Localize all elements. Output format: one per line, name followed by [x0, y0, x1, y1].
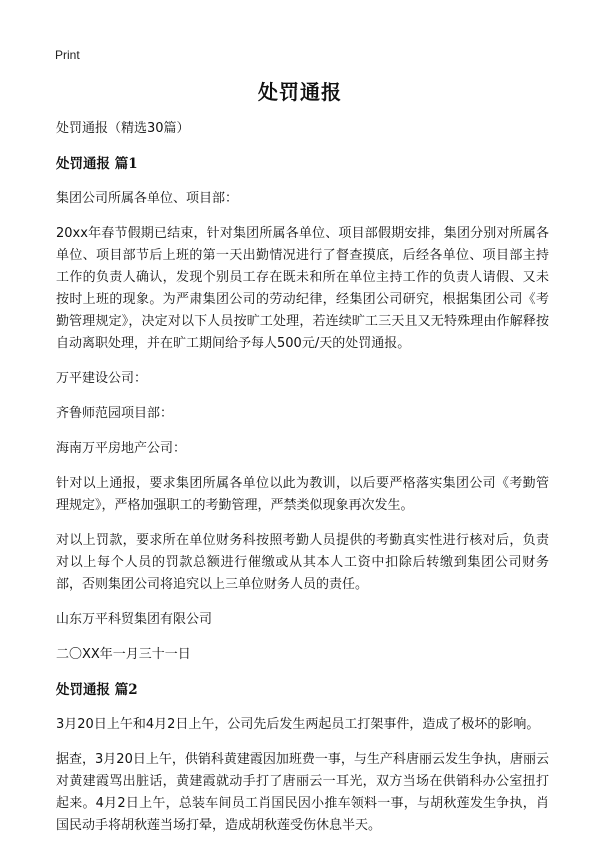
- section-heading-2: 处罚通报 篇2: [56, 682, 138, 698]
- paragraph: 齐鲁师范园项目部：: [56, 406, 174, 421]
- document-body: [56, 118, 549, 850]
- paragraph: 据查，3月20日上午，供销科黄建霞因加班费一事，与生产科唐丽云发生争执，唐丽云对黄建霞骂出脏话，黄建霞就动手打了唐丽云一耳光，双方当场在供销科办公室扭打起来。4月2日上午，总装车间员工肖国民因小推车领料一事，与胡秋莲发生争执，肖国民动手将胡秋莲当场打晕，造成胡秋莲受伤休息半天。: [56, 752, 549, 833]
- signature-date: 二〇XX年一月三十一日: [56, 647, 191, 662]
- paragraph: 万平建设公司：: [56, 371, 148, 386]
- paragraph: 集团公司所属各单位、项目部：: [56, 191, 239, 206]
- page-title: 处罚通报: [258, 80, 342, 104]
- paragraph: 3月20日上午和4月2日上午，公司先后发生两起员工打架事件，造成了极坏的影响。: [56, 717, 540, 732]
- paragraph: 海南万平房地产公司：: [56, 441, 187, 456]
- paragraph: 20xx年春节假期已结束，针对集团所属各单位、项目部假期安排，集团分别对所属各单位、项目部节后上班的第一天出勤情况进行了督查摸底，后经各单位、项目部主持工作的负责人确认，发现个别员工存在既未和所在单位主持工作的负责人请假、又未按时上班的现象。为严肃集团公司的劳动纪律，经集团公司研究，根据集团公司《考勤管理规定》，决定对以下人员按旷工处理，若连续旷工三天且又无特殊理由作解释按自动离职处理，并在旷工期间给予每人500元/天的处罚通报。: [56, 226, 549, 351]
- signature-company: 山东万平科贸集团有限公司: [56, 612, 213, 627]
- section-heading-1: 处罚通报 篇1: [56, 156, 138, 172]
- print-link[interactable]: Print: [55, 48, 80, 62]
- paragraph: 对以上罚款，要求所在单位财务科按照考勤人员提供的考勤真实性进行核对后，负责对以上每个人员的罚款总额进行催缴或从其本人工资中扣除后转缴到集团公司财务部，否则集团公司将追究以上三单位财务人员的责任。: [56, 533, 549, 592]
- paragraph: 针对以上通报，要求集团所属各单位以此为教训，以后要严格落实集团公司《考勤管理规定》，严格加强职工的考勤管理，严禁类似现象再次发生。: [56, 476, 549, 513]
- document-subtitle: 处罚通报（精选30篇）: [56, 121, 190, 136]
